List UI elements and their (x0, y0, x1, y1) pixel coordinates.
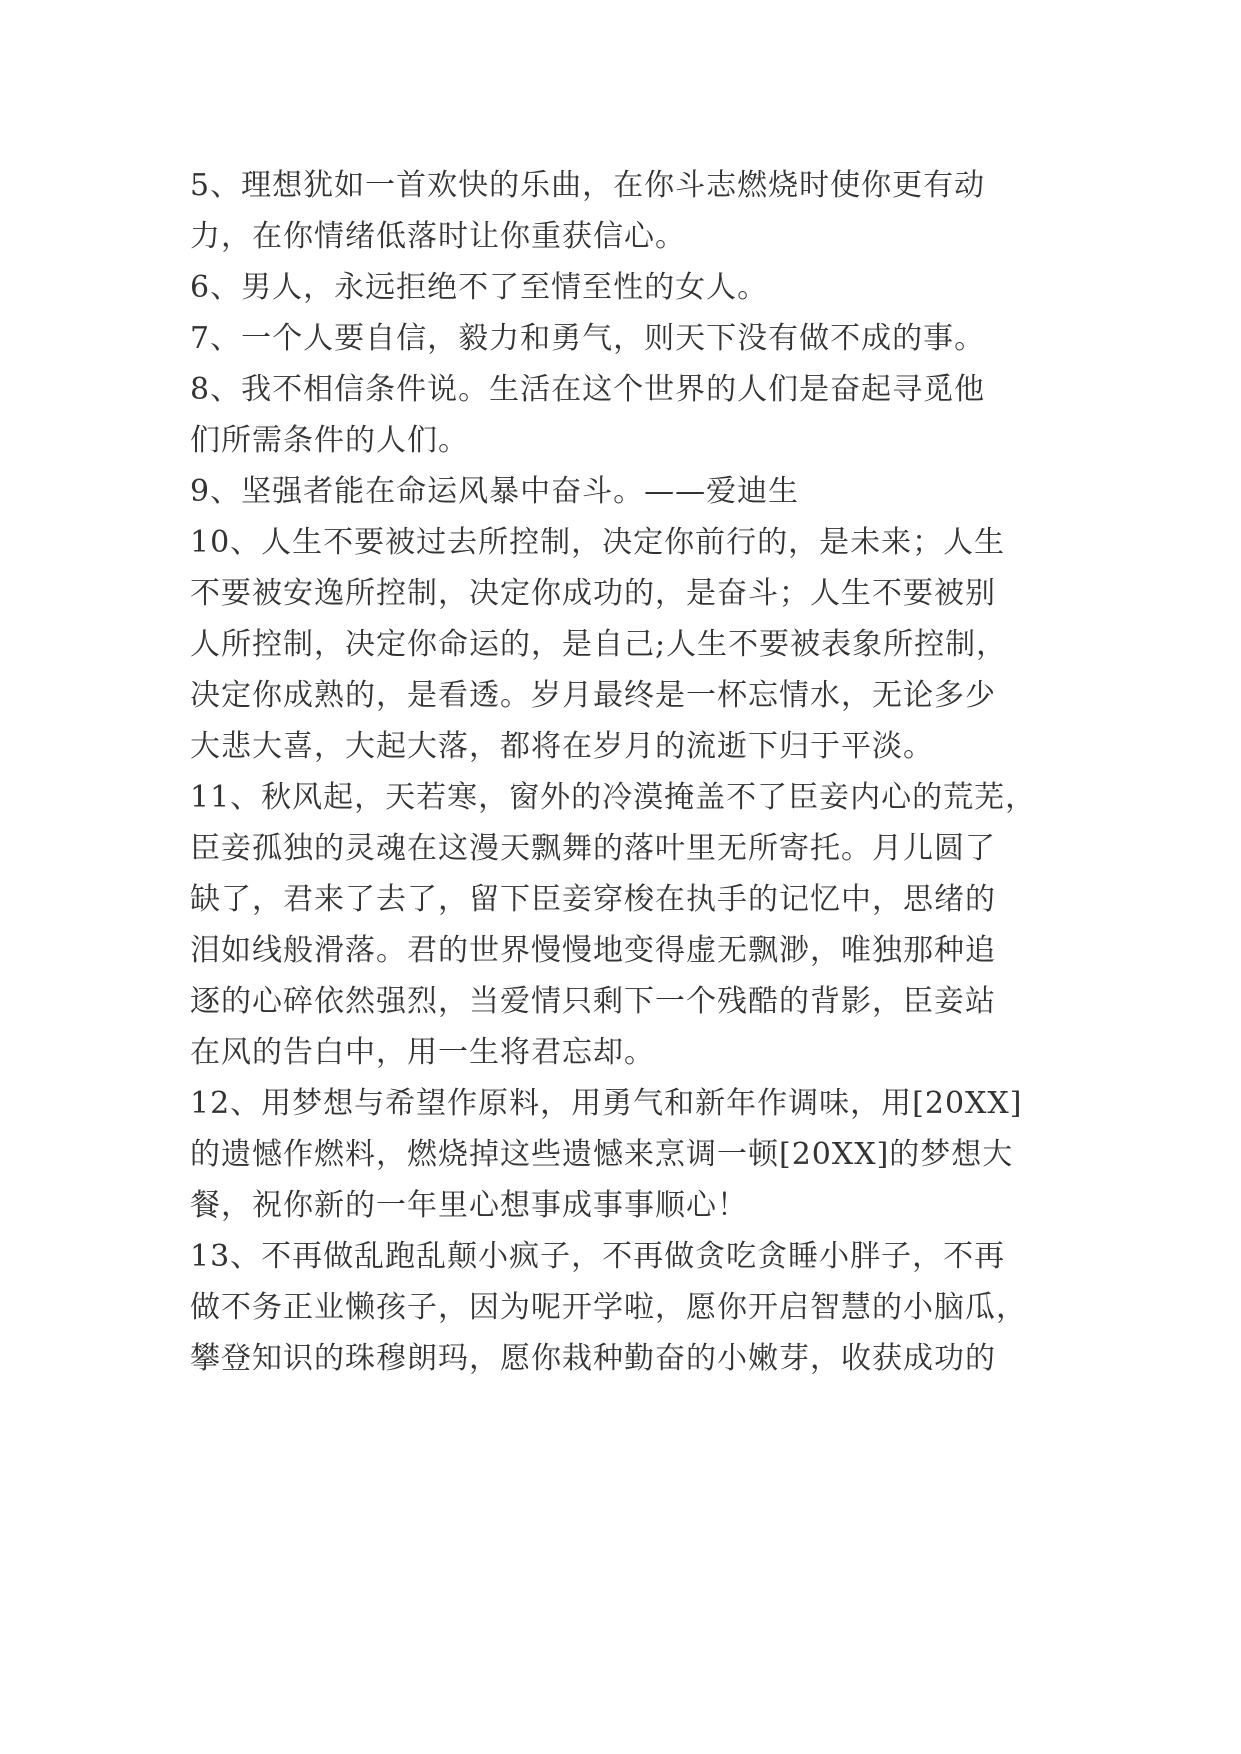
paragraph-13 (190, 1231, 1070, 1384)
paragraph-12 (190, 1078, 1070, 1231)
paragraph-6 (190, 262, 1070, 313)
text-line: 大悲大喜，大起大落，都将在岁月的流逝下归于平淡。 (190, 729, 934, 764)
text-line: 9、坚强者能在命运风暴中奋斗。——爱迪生 (190, 474, 800, 509)
paragraph-9 (190, 466, 1070, 517)
text-line: 不要被安逸所控制，决定你成功的，是奋斗；人生不要被别 (190, 576, 996, 611)
text-line: 7、一个人要自信，毅力和勇气，则天下没有做不成的事。 (190, 321, 986, 356)
text-line: 们所需条件的人们。 (190, 423, 469, 458)
text-line: 6、男人，永远拒绝不了至情至性的女人。 (190, 270, 769, 305)
text-line: 13、不再做乱跑乱颠小疯子，不再做贪吃贪睡小胖子，不再 (190, 1239, 1006, 1274)
text-line: 10、人生不要被过去所控制，决定你前行的，是未来；人生 (190, 525, 1006, 560)
text-line: 臣妾孤独的灵魂在这漫天飘舞的落叶里无所寄托。月儿圆了 (190, 831, 996, 866)
text-line: 12、用梦想与希望作原料，用勇气和新年作调味，用[20XX] (190, 1086, 1023, 1121)
text-line: 逐的心碎依然强烈，当爱情只剩下一个残酷的背影，臣妾站 (190, 984, 996, 1019)
text-line: 8、我不相信条件说。生活在这个世界的人们是奋起寻觅他 (190, 372, 986, 407)
paragraph-7 (190, 313, 1070, 364)
paragraph-8 (190, 364, 1070, 466)
text-line: 的遗憾作燃料，燃烧掉这些遗憾来烹调一顿[20XX]的梦想大 (190, 1137, 1014, 1172)
text-line: 5、理想犹如一首欢快的乐曲，在你斗志燃烧时使你更有动 (190, 168, 986, 203)
text-line: 力，在你情绪低落时让你重获信心。 (190, 219, 686, 254)
paragraph-11 (190, 772, 1070, 1078)
text-line: 泪如线般滑落。君的世界慢慢地变得虚无飘渺，唯独那种追 (190, 933, 996, 968)
text-line: 决定你成熟的，是看透。岁月最终是一杯忘情水，无论多少 (190, 678, 996, 713)
text-line: 餐，祝你新的一年里心想事成事事顺心！ (190, 1188, 748, 1223)
document-body (190, 160, 1070, 1384)
text-line: 在风的告白中，用一生将君忘却。 (190, 1035, 655, 1070)
text-line: 攀登知识的珠穆朗玛，愿你栽种勤奋的小嫩芽，收获成功的 (190, 1341, 996, 1376)
paragraph-10 (190, 517, 1070, 772)
text-line: 做不务正业懒孩子，因为呢开学啦，愿你开启智慧的小脑瓜， (190, 1290, 1027, 1325)
paragraph-5 (190, 160, 1070, 262)
text-line: 缺了，君来了去了，留下臣妾穿梭在执手的记忆中，思绪的 (190, 882, 996, 917)
text-line: 人所控制，决定你命运的，是自己;人生不要被表象所控制， (190, 627, 1008, 662)
text-line: 11、秋风起，天若寒，窗外的冷漠掩盖不了臣妾内心的荒芜， (190, 780, 1037, 815)
